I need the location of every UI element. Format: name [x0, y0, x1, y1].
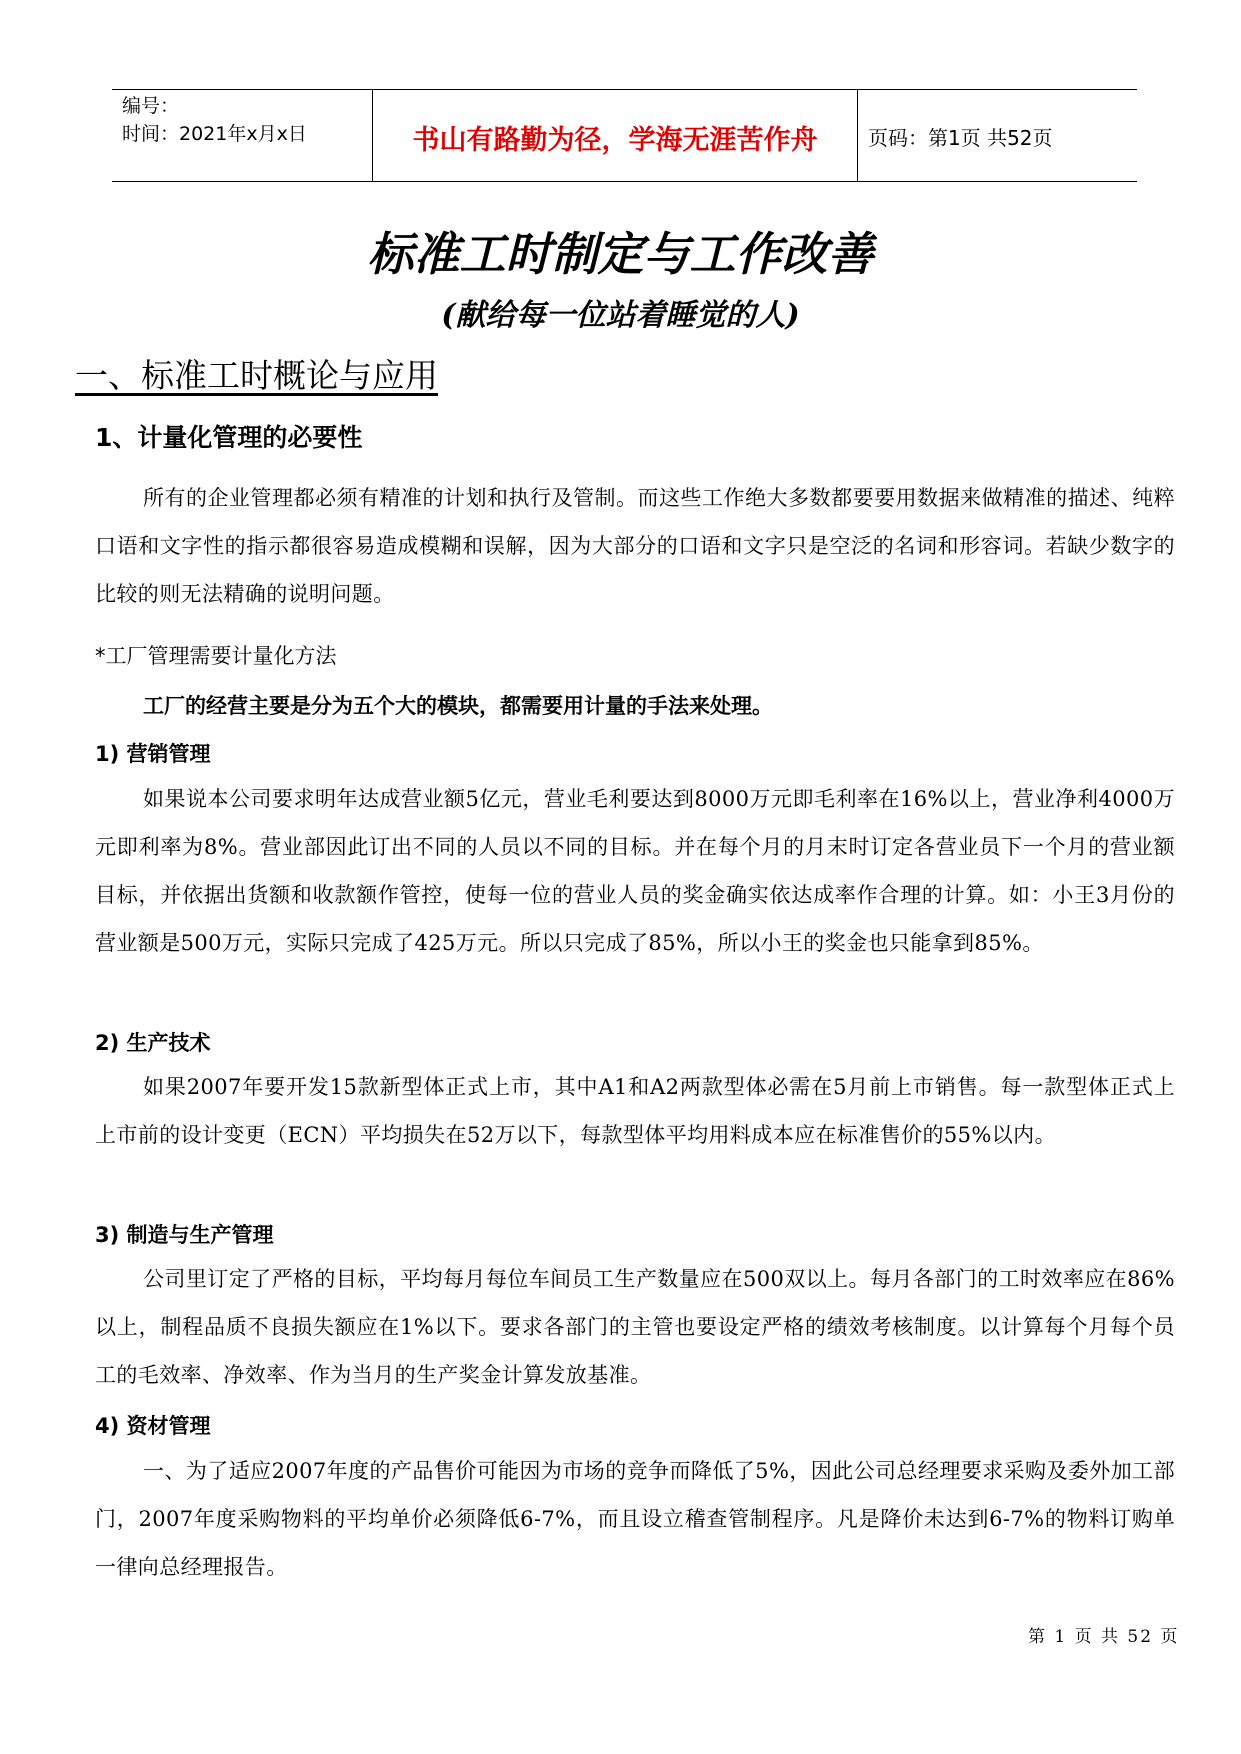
header-page-info: 页码：第1页 共52页	[868, 126, 1053, 150]
header-motto: 书山有路勤为径，学海无涯苦作舟	[412, 125, 818, 156]
header-meta	[122, 92, 307, 148]
section-heading: 一、标准工时概论与应用	[75, 356, 438, 395]
item-heading-materials: 4) 资材管理	[95, 1414, 211, 1438]
document-date-label: 时间：2021年x月x日	[122, 123, 307, 145]
page-footer: 第 1 页 共 52 页	[1028, 1627, 1180, 1647]
subsection-heading: 1、计量化管理的必要性	[95, 423, 363, 452]
document-number-label: 编号：	[122, 95, 180, 117]
header-divider-left	[372, 89, 373, 181]
item-heading-manufacturing: 3) 制造与生产管理	[95, 1223, 274, 1247]
item-text-manufacturing: 公司里订定了严格的目标，平均每月每位车间员工生产数量应在500双以上。每月各部门的工时效率应在86%以上，制程品质不良损失额应在1%以下。要求各部门的主管也要设定严格的绩效考核制度。以计算每个月每个员工的毛效率、净效率、作为当月的生产奖金计算发放基准。	[95, 1267, 1175, 1387]
header-bottom-rule	[112, 181, 1137, 182]
header-top-rule	[112, 89, 1137, 90]
item-text-marketing: 如果说本公司要求明年达成营业额5亿元，营业毛利要达到8000万元即毛利率在16%以上，营业净利4000万元即利率为8%。营业部因此订出不同的人员以不同的目标。并在每个月的月末时订定各营业员下一个月的营业额目标，并依据出货额和收款额作管控，使每一位的营业人员的奖金确实依达成率作合理的计算。如：小王3月份的营业额是500万元，实际只完成了425万元。所以只完成了85%，所以小王的奖金也只能拿到85%。	[95, 787, 1175, 955]
method-summary: 工厂的经营主要是分为五个大的模块，都需要用计量的手法来处理。	[143, 694, 773, 718]
item-text-production-tech: 如果2007年要开发15款新型体正式上市，其中A1和A2两款型体必需在5月前上市销售。每一款型体正式上上市前的设计变更（ECN）平均损失在52万以下，每款型体平均用料成本应在标准售价的55%以内。	[95, 1075, 1175, 1147]
item-heading-production-tech: 2) 生产技术	[95, 1031, 211, 1055]
method-title: *工厂管理需要计量化方法	[95, 644, 337, 668]
intro-paragraph: 所有的企业管理都必须有精准的计划和执行及管制。而这些工作绝大多数都要要用数据来做精准的描述、纯粹口语和文字性的指示都很容易造成模糊和误解，因为大部分的口语和文字只是空泛的名词和形容词。若缺少数字的比较的则无法精确的说明问题。	[95, 486, 1175, 606]
header-divider-right	[857, 89, 858, 181]
item-text-materials: 一、为了适应2007年度的产品售价可能因为市场的竞争而降低了5%，因此公司总经理要求采购及委外加工部门，2007年度采购物料的平均单价必须降低6-7%，而且设立稽查管制程序。凡是降价未达到6-7%的物料订购单一律向总经理报告。	[95, 1459, 1175, 1579]
document-title: 标准工时制定与工作改善	[367, 227, 874, 281]
document-subtitle: (献给每一位站着睡觉的人)	[441, 298, 800, 333]
item-heading-marketing: 1) 营销管理	[95, 742, 211, 766]
